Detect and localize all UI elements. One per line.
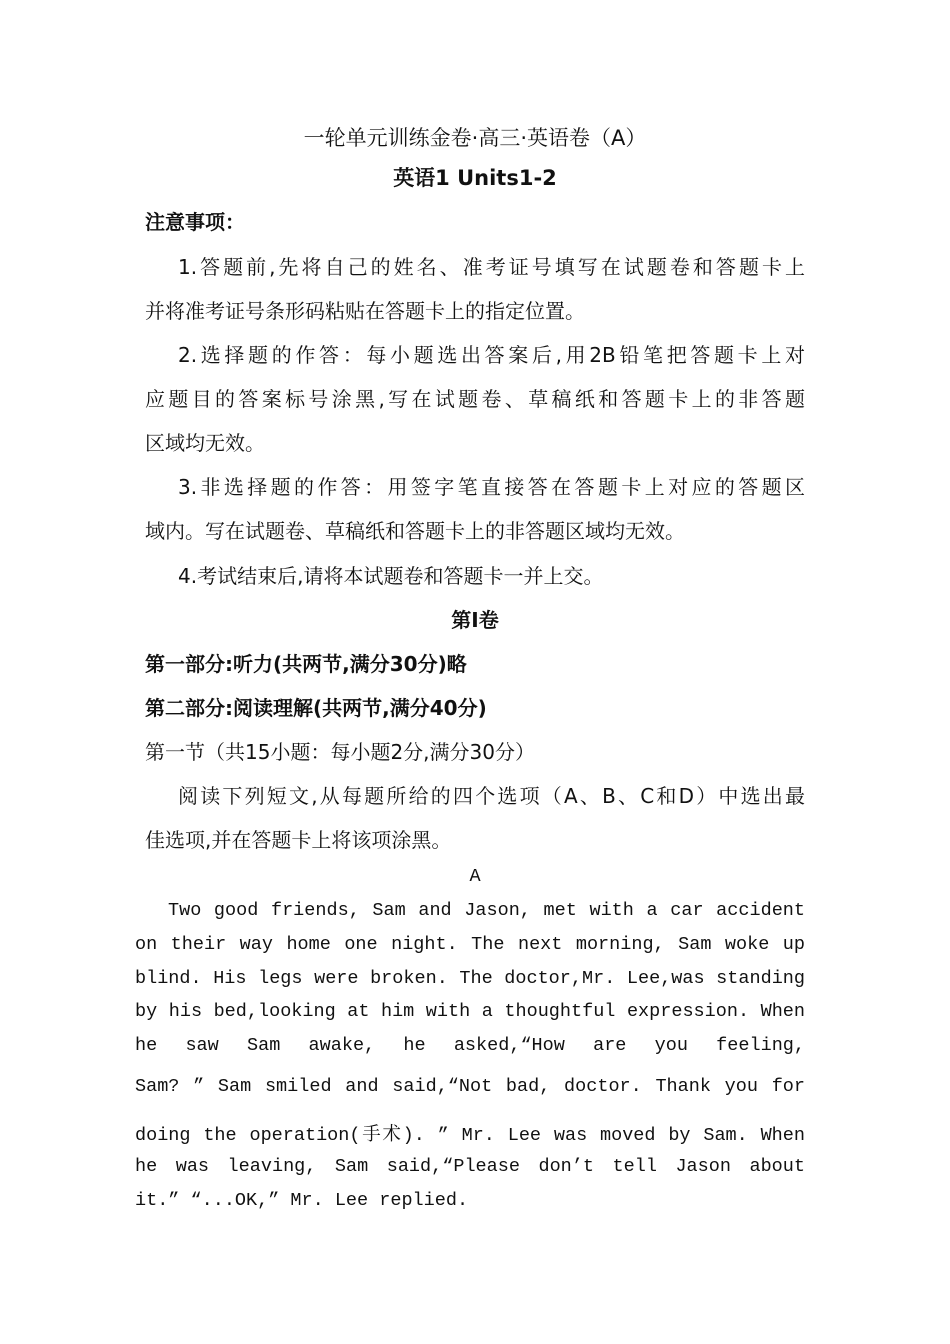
section-1-heading: 第一节（共15小题：每小题2分,满分30分） bbox=[145, 740, 535, 764]
part-2-heading: 第二部分:阅读理解(共两节,满分40分) bbox=[145, 696, 487, 720]
notice-item-2-line-1: 2.选择题的作答：每小题选出答案后,用2B铅笔把答题卡上对 bbox=[178, 343, 805, 367]
passage-line: Sam? ” Sam smiled and said,“Not bad, doctor. Thank you for bbox=[135, 1076, 805, 1097]
notice-heading: 注意事项： bbox=[145, 210, 245, 234]
part-1-heading: 第一部分:听力(共两节,满分30分)略 bbox=[145, 652, 467, 676]
exam-title: 一轮单元训练金卷·高三·英语卷（A） bbox=[303, 126, 647, 150]
notice-item-3-line-1: 3.非选择题的作答：用签字笔直接答在答题卡上对应的答题区 bbox=[178, 475, 805, 499]
notice-item-1-line-2: 并将准考证号条形码粘贴在答题卡上的指定位置。 bbox=[145, 299, 585, 323]
passage-line: doing the operation(手术). ” Mr. Lee was moved by Sam. When bbox=[135, 1125, 805, 1146]
notice-item-4: 4.考试结束后,请将本试题卷和答题卡一并上交。 bbox=[178, 564, 604, 588]
passage-line: he was leaving, Sam said,“Please don’t tell Jason about bbox=[135, 1156, 805, 1177]
passage-line: by his bed,looking at him with a thoughtful expression. When bbox=[135, 1001, 805, 1022]
volume-title: 第Ⅰ卷 bbox=[451, 608, 499, 632]
passage-line: Two good friends, Sam and Jason, met with a car accident bbox=[168, 900, 805, 921]
notice-item-1-line-1: 1.答题前,先将自己的姓名、准考证号填写在试题卷和答题卡上 bbox=[178, 255, 805, 279]
passage-label: A bbox=[469, 866, 481, 887]
instruction-line-1: 阅读下列短文,从每题所给的四个选项（A、B、C和D）中选出最 bbox=[178, 784, 805, 808]
passage-line: it.” “...OK,” Mr. Lee replied. bbox=[135, 1190, 469, 1211]
instruction-line-2: 佳选项,并在答题卡上将该项涂黑。 bbox=[145, 828, 452, 852]
notice-item-3-line-2: 域内。写在试题卷、草稿纸和答题卡上的非答题区域均无效。 bbox=[145, 519, 685, 543]
passage-line: he saw Sam awake, he asked,“How are you feeling, bbox=[135, 1035, 805, 1056]
exam-subtitle: 英语1 Units1-2 bbox=[393, 166, 557, 190]
notice-item-2-line-3: 区域均无效。 bbox=[145, 431, 265, 455]
notice-item-2-line-2: 应题目的答案标号涂黑,写在试题卷、草稿纸和答题卡上的非答题 bbox=[145, 387, 805, 411]
passage-line: blind. His legs were broken. The doctor,Mr. Lee,was standing bbox=[135, 968, 805, 989]
passage-line: on their way home one night. The next morning, Sam woke up bbox=[135, 934, 805, 955]
